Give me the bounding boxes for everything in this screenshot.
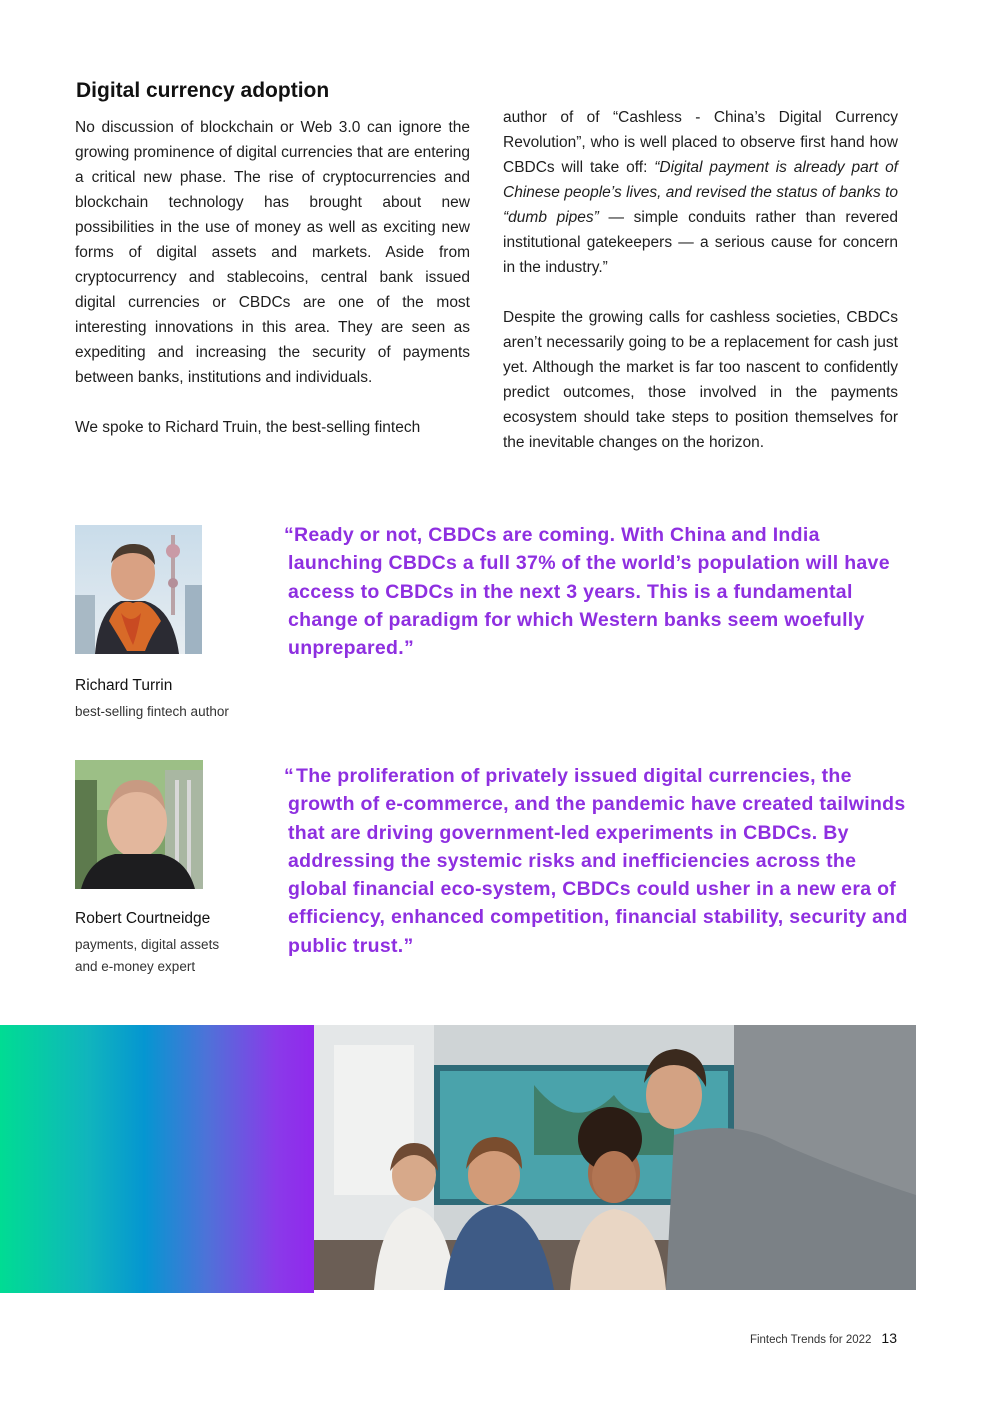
quote-1-text: Ready or not, CBDCs are coming. With China and India launching CBDCs a full 37% of the world’s population will have access to CBDCs in the next 3 years. This is a fundamental change of paradigm for which Western banks seem woefully unprepared.” — [288, 524, 890, 660]
page-number: 13 — [881, 1330, 897, 1346]
person-name-1: Richard Turrin — [75, 677, 173, 694]
office-photo-illustration — [314, 1025, 916, 1290]
quote-1-open-mark: “ — [284, 524, 295, 546]
quote-2 — [284, 762, 909, 960]
right-paragraph-2: Despite the growing calls for cashless societies, CBDCs aren’t necessarily going to be a replacement for cash just yet. Although the market is far too nascent to confidently predict outcomes, those involved in the payments ecosystem should take steps to position themselves for the inevitable changes on the horizon. — [503, 309, 898, 451]
section-heading: Digital currency adoption — [76, 79, 330, 102]
person-role-1: best-selling fintech author — [75, 704, 229, 719]
person-name-2: Robert Courtneidge — [75, 910, 211, 927]
person-role-2-line-2: and e-money expert — [75, 959, 196, 974]
quote-2-open-mark: “ — [284, 765, 295, 787]
right-column — [503, 105, 898, 455]
quote-1 — [284, 521, 909, 662]
quote-2-text: The proliferation of privately issued digital currencies, the growth of e-commerce, and the pandemic have created tailwinds that are driving government-led experiments in CBDCs. By addressing the systemic risks and inefficiencies across the global financial eco-system, CBDCs could usher in a new era of efficiency, enhanced competition, financial stability, security and public trust.” — [288, 765, 908, 957]
person-portrait-2 — [75, 760, 203, 889]
right-paragraph-1-tail: — simple conduits rather than revered institutional gatekeepers — a serious cause for concern in the industry.” — [503, 209, 898, 276]
left-column — [75, 115, 470, 440]
right-paragraph-1-italic: “Digital payment is already part of Chinese people’s lives, and revised the status of banks to “dumb pipes” — [503, 159, 898, 226]
footer-title: Fintech Trends for 2022 — [749, 1334, 872, 1346]
gradient-block — [0, 1025, 314, 1293]
office-team-photo — [314, 1025, 916, 1290]
right-paragraph-1-plain: author of of “Cashless - China’s Digital Currency Revolution”, who is well placed to observe first hand how CBDCs will take off: — [503, 109, 898, 176]
left-paragraph-1: No discussion of blockchain or Web 3.0 can ignore the growing prominence of digital currencies that are entering a critical new phase. The rise of cryptocurrencies and blockchain technology has brought about new possibilities in the use of money as well as exciting new forms of digital assets and markets. Aside from cryptocurrency and stablecoins, central bank issued digital currencies or CBDCs are one of the most interesting innovations in this area. They are seen as expediting and increasing the security of payments between banks, institutions and individuals. — [75, 119, 470, 386]
page-footer — [750, 1330, 897, 1346]
person-portrait-1 — [75, 525, 202, 654]
richard-turrin-photo — [75, 525, 202, 654]
person-role-2-line-1: payments, digital assets — [75, 937, 220, 952]
left-paragraph-2: We spoke to Richard Truin, the best-selling fintech — [75, 419, 421, 436]
robert-courtneidge-photo — [75, 760, 203, 889]
right-paragraph-1 — [503, 105, 898, 280]
